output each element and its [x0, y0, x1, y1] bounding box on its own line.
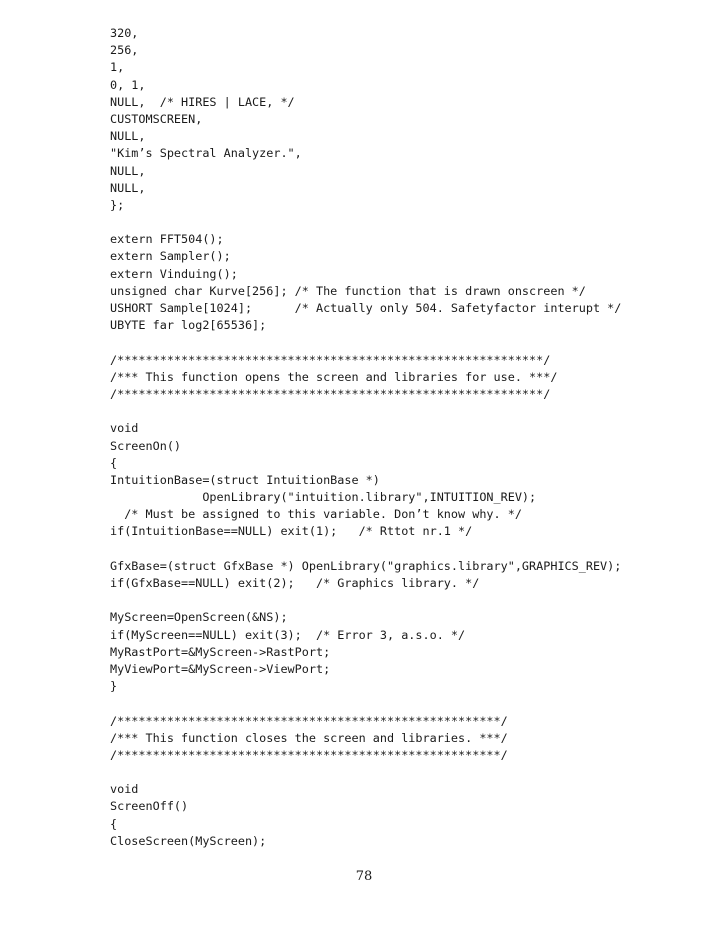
code-line: UBYTE far log2[65536]; [110, 318, 267, 333]
code-line: if(IntuitionBase==NULL) exit(1); /* Rttot nr.1 */ [110, 524, 473, 539]
code-line [110, 592, 621, 609]
code-line [110, 334, 621, 351]
code-line: if(MyScreen==NULL) exit(3); /* Error 3, a.s.o. */ [110, 627, 466, 642]
code-line [110, 214, 621, 231]
code-line: unsigned char Kurve[256]; /* The function that is drawn onscreen */ [110, 283, 586, 298]
code-line: NULL, [110, 163, 146, 178]
code-line: ScreenOn() [110, 438, 182, 453]
code-line [110, 695, 621, 712]
code-line [110, 403, 621, 420]
code-line: }; [110, 197, 125, 212]
code-line: /************************************************************/ [110, 386, 551, 401]
page-number: 78 [355, 869, 373, 884]
code-line: { [110, 816, 118, 831]
code-line: extern FFT504(); [110, 232, 224, 247]
code-line: 320, [110, 26, 139, 40]
code-line: { [110, 455, 118, 470]
code-line: extern Vinduing(); [110, 266, 238, 281]
code-line: NULL, [110, 180, 146, 195]
code-line: OpenLibrary("intuition.library",INTUITION_REV); [110, 490, 537, 505]
code-line: USHORT Sample[1024]; /* Actually only 504. Safetyfactor interupt */ [110, 301, 622, 315]
code-line: 0, 1, [110, 77, 146, 92]
code-line: NULL, [110, 129, 146, 144]
code-line: 256, [110, 43, 139, 58]
code-line: /******************************************************/ [110, 713, 508, 728]
code-line [110, 764, 621, 781]
code-line: IntuitionBase=(struct IntuitionBase *) [110, 472, 380, 487]
code-line: MyScreen=OpenScreen(&NS); [110, 610, 288, 625]
code-line: /*** This function opens the screen and libraries for use. ***/ [110, 369, 558, 384]
code-line: void [110, 782, 139, 797]
code-line: MyViewPort=&MyScreen->ViewPort; [110, 661, 331, 676]
code-line: void [110, 421, 139, 436]
code-line: GfxBase=(struct GfxBase *) OpenLibrary("graphics.library",GRAPHICS_REV); [110, 558, 622, 573]
code-line [110, 541, 621, 558]
code-listing [110, 25, 621, 850]
code-line: /*** This function closes the screen and libraries. ***/ [110, 730, 508, 745]
code-line: MyRastPort=&MyScreen->RastPort; [110, 644, 331, 659]
code-line: NULL, /* HIRES | LACE, */ [110, 94, 295, 109]
code-line: /******************************************************/ [110, 747, 508, 762]
code-line: extern Sampler(); [110, 249, 231, 264]
code-line: CUSTOMSCREEN, [110, 111, 203, 126]
code-line: /* Must be assigned to this variable. Don’t know why. */ [110, 507, 522, 522]
code-line: if(GfxBase==NULL) exit(2); /* Graphics library. */ [110, 576, 480, 590]
code-line: "Kim’s Spectral Analyzer.", [110, 146, 302, 161]
code-line: CloseScreen(MyScreen); [110, 833, 267, 848]
code-line: ScreenOff() [110, 799, 189, 814]
code-line: 1, [110, 60, 125, 75]
code-line: /************************************************************/ [110, 352, 551, 367]
code-line: } [110, 679, 118, 694]
